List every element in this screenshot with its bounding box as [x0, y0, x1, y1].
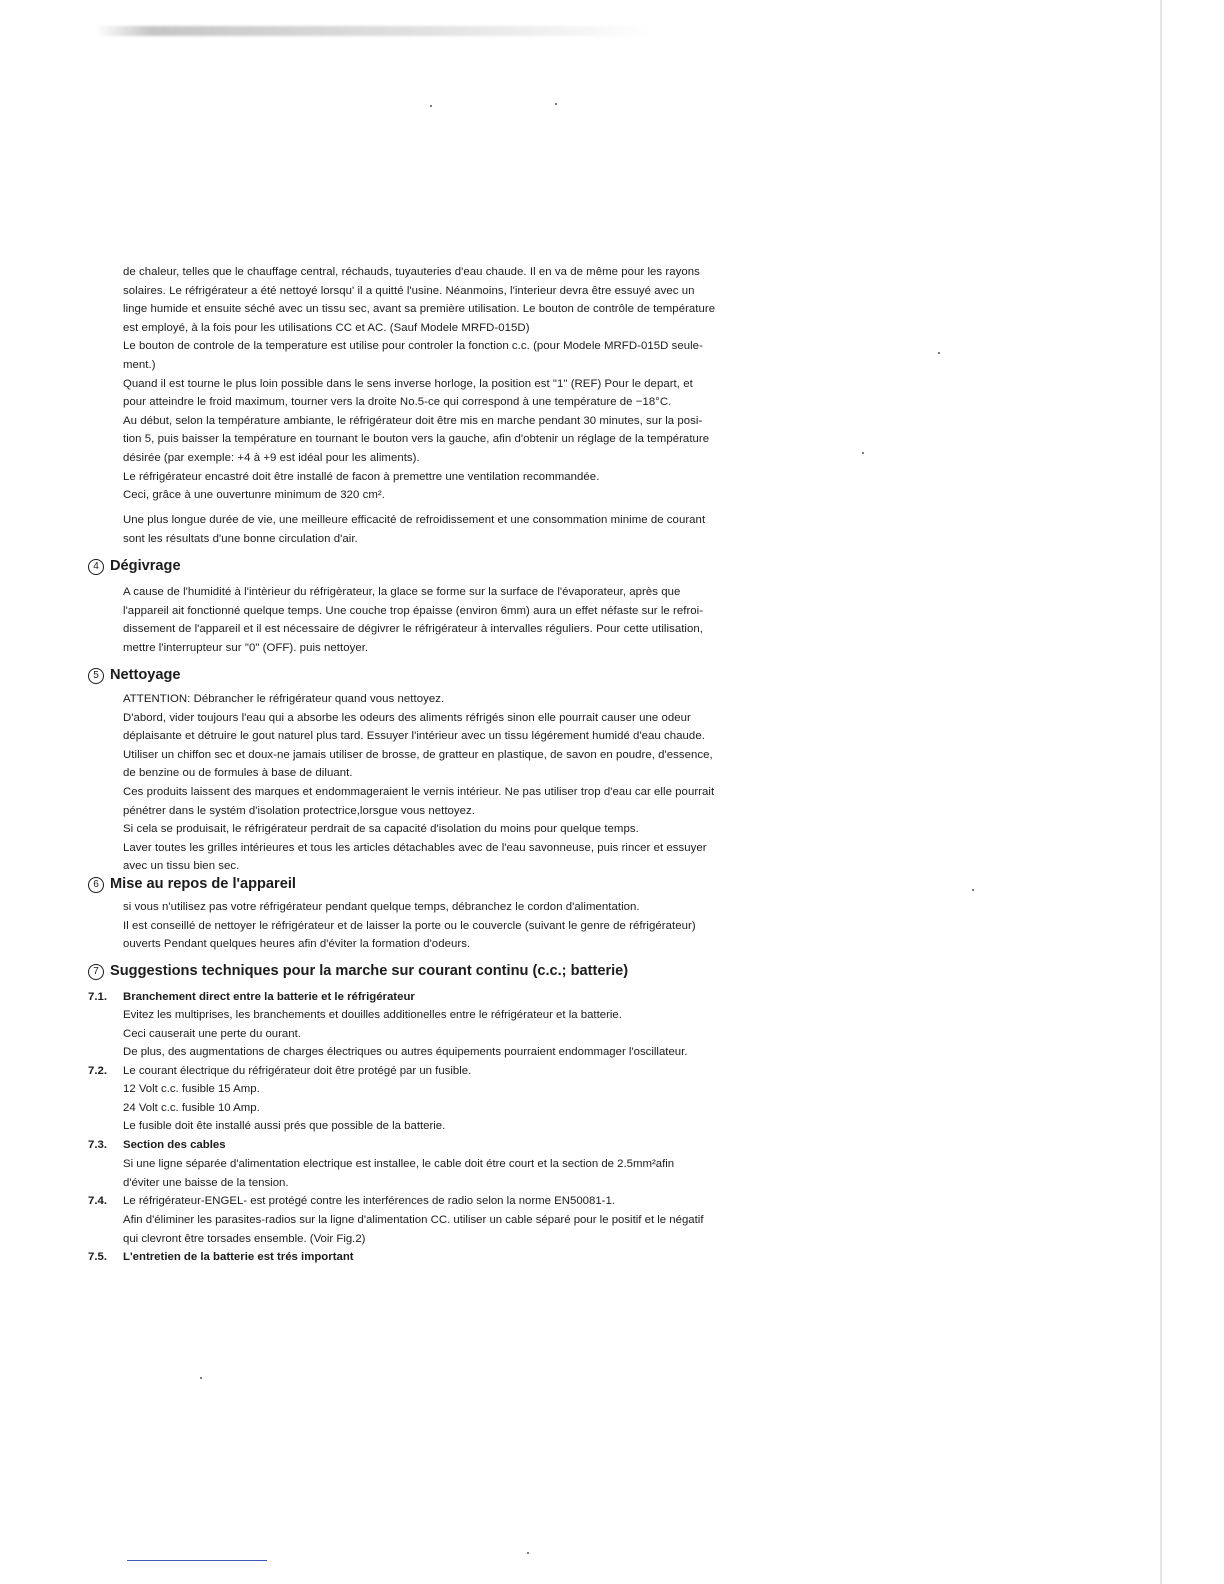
speck — [527, 1552, 529, 1554]
subsection-number: 7.2. — [88, 1065, 107, 1077]
subsection-7-2-body: 12 Volt c.c. fusible 15 Amp. 24 Volt c.c. fusible 10 Amp. Le fusible doit ête installé aussi prés que possible de la batterie. — [123, 1083, 446, 1133]
subsection-number: 7.5. — [88, 1251, 107, 1263]
subsection-number: 7.4. — [88, 1195, 107, 1207]
speck — [430, 105, 432, 107]
subsection-7-3 — [88, 1136, 828, 1155]
subsection-7-1-body: Evitez les multiprises, les branchements et douilles additionelles entre le réfrigérateur et la batterie. Ceci causerait une perte du ourant. De plus, des augmentations de charges électriques ou autres équipements pourraient endommager l'oscillateur. — [123, 1009, 688, 1059]
section-number-badge: 7 — [88, 964, 104, 980]
section-5-title: Nettoyage — [110, 667, 181, 683]
subsection-heading: Branchement direct entre la batterie et le réfrigérateur — [123, 991, 415, 1003]
section-6-body: si vous n'utilisez pas votre réfrigérateur pendant quelque temps, débranchez le cordon d'alimentation. Il est conseillé de nettoyer le réfrigérateur et de laisser la porte ou le couvercle (suivant le genre de réfrigérateur) ouverts Pendant quelques heures afin d'éviter la formation d'odeurs. — [123, 901, 696, 951]
subsection-heading: Le réfrigérateur-ENGEL- est protégé contre les interférences de radio selon la norme EN50081-1. — [123, 1195, 615, 1207]
subsection-number: 7.3. — [88, 1139, 107, 1151]
scan-artifact-top — [95, 26, 655, 36]
speck — [555, 103, 557, 105]
section-6-heading — [88, 876, 296, 893]
subsection-7-5 — [88, 1248, 828, 1267]
scan-artifact-edge — [1160, 0, 1162, 1584]
speck — [972, 889, 974, 891]
intro-paragraph: de chaleur, telles que le chauffage central, réchauds, tuyauteries d'eau chaude. Il en va de même pour les rayons solaires. Le réfrigérateur a été nettoyé lorsqu' il a quitté l'usine. Néanmoins, l'interieur devra être essuyé avec un linge humide et ensuite séché avec un tissu sec, avant sa première utilisation. Le bouton de contrôle de température est employé, à la fois pour les utilisations CC et AC. (Sauf Modele MRFD-015D) Le bouton de controle de la temperature est utilise pour controler la fonction c.c. (pour Modele MRFD-015D seule- ment.) Quand il est tourne le plus loin possible dans le sens inverse horloge, la position est "1" (REF) Pour le depart, et pour atteindre le froid maximum, tourner vers la droite No.5-ce qui correspond à une température de −18°C. Au début, selon la température ambiante, le réfrigérateur doit être mis en marche pendant 30 minutes, sur la posi- tion 5, puis baisser la température en tournant le bouton vers la gauche, afin d'obtenir un réglage de la température désirée (par exemple: +4 à +9 est idéal pour les aliments). Le réfrigérateur encastré doit être installé de facon à premettre une ventilation recommandée. Ceci, grâce à une ouvertunre minimum de 320 cm². — [123, 266, 716, 502]
subsection-heading: L'entretien de la batterie est trés important — [123, 1251, 354, 1263]
speck — [200, 1377, 202, 1379]
section-5-body: ATTENTION: Débrancher le réfrigérateur quand vous nettoyez. D'abord, vider toujours l'eau qui a absorbe les odeurs des aliments réfrigés sinon elle pourrait causer une odeur déplaisante et détruire le gout naturel plus tard. Essuyer l'intérieur avec un tissu légérement humidé d'eau chaude. Utiliser un chiffon sec et doux-ne jamais utiliser de brosse, de gratteur en plastique, de savon en poudre, d'essence, de benzine ou de formules à base de diluant. Ces produits laissent des marques et endommageraient le vernis intérieur. Ne pas utiliser trop d'eau car elle pourrait pénétrer dans le systém d'isolation protectrice,lorsgue vous nettoyez. Si cela se produisait, le réfrigérateur perdrait de sa capacité d'isolation du moins pour quelque temps. Laver toutes les grilles intérieures et tous les articles détachables avec de l'eau savonneuse, puis rincer et essuyer avec un tissu bien sec. — [123, 693, 715, 873]
bottom-rule — [127, 1560, 267, 1561]
subsection-heading: Section des cables — [123, 1139, 226, 1151]
section-5-heading — [88, 667, 181, 684]
section-number-badge: 5 — [88, 668, 104, 684]
subsection-7-3-body: Si une ligne séparée d'alimentation electrique est installee, le cable doit étre court et la section de 2.5mm²afin d'éviter une baisse de la tension. — [123, 1158, 675, 1189]
section-4-heading — [88, 558, 181, 575]
subsection-7-2 — [88, 1062, 828, 1081]
section-7-heading — [88, 963, 628, 980]
subsection-7-4 — [88, 1192, 828, 1211]
subsection-7-1 — [88, 988, 828, 1007]
section-4-title: Dégivrage — [110, 558, 181, 574]
section-number-badge: 6 — [88, 877, 104, 893]
subsection-number: 7.1. — [88, 991, 107, 1003]
speck — [938, 352, 940, 354]
subsection-7-4-body: Afin d'éliminer les parasites-radios sur la ligne d'alimentation CC. utiliser un cable séparé pour le positif et le négatif qui clevront être torsades ensemble. (Voir Fig.2) — [123, 1214, 704, 1245]
speck — [862, 452, 864, 454]
section-6-title: Mise au repos de l'appareil — [110, 876, 296, 892]
section-7-title: Suggestions techniques pour la marche sur courant continu (c.c.; batterie) — [110, 963, 629, 979]
subsection-heading: Le courant électrique du réfrigérateur doit être protégé par un fusible. — [123, 1065, 472, 1077]
intro-paragraph-2: Une plus longue durée de vie, une meilleure efficacité de refroidissement et une consommation minime de courant sont les résultats d'une bonne circulation d'air. — [123, 514, 706, 545]
section-4-body: A cause de l'humidité à l'intèrieur du réfrigèrateur, la glace se forme sur la surface de l'évaporateur, après que l'appareil ait fonctionné quelque temps. Une couche trop épaisse (environ 6mm) aura un effet néfaste sur le refroi- dissement de l'appareil et il est nécessaire de dégivrer le réfrigérateur à intervalles réguliers. Pour cette utilisation, mettre l'interrupteur sur "0" (OFF). puis nettoyer. — [123, 586, 704, 654]
section-number-badge: 4 — [88, 559, 104, 575]
